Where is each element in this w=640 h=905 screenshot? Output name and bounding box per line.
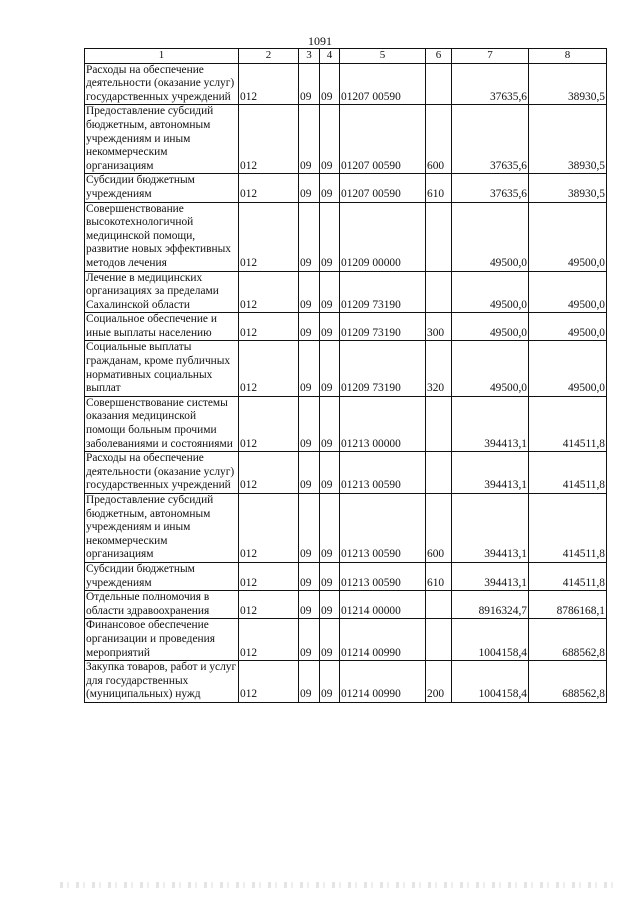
column-header: 3: [299, 49, 320, 64]
amount-year-2: 38930,5: [529, 63, 607, 105]
ministry-code: 012: [239, 313, 299, 341]
row-name: Совершенствование высокотехнологичной медицинской помощи, развитие новых эффективных методов лечения: [85, 202, 239, 271]
amount-year-1: 1004158,4: [452, 661, 529, 703]
amount-year-2: 38930,5: [529, 174, 607, 202]
table-row: [85, 313, 607, 341]
row-name: Финансовое обеспечение организации и проведения мероприятий: [85, 619, 239, 661]
subsection-code: 09: [320, 202, 340, 271]
target-article-code: 01209 00000: [340, 202, 426, 271]
section-code: 09: [299, 591, 320, 619]
section-code: 09: [299, 619, 320, 661]
subsection-code: 09: [320, 591, 340, 619]
expense-type-code: [426, 619, 452, 661]
subsection-code: 09: [320, 452, 340, 494]
table-row: [85, 452, 607, 494]
amount-year-2: 49500,0: [529, 341, 607, 396]
subsection-code: 09: [320, 313, 340, 341]
table-row: [85, 202, 607, 271]
target-article-code: 01214 00000: [340, 591, 426, 619]
subsection-code: 09: [320, 174, 340, 202]
section-code: 09: [299, 341, 320, 396]
target-article-code: 01214 00990: [340, 661, 426, 703]
column-header: 4: [320, 49, 340, 64]
amount-year-1: 49500,0: [452, 313, 529, 341]
table-row: [85, 591, 607, 619]
ministry-code: 012: [239, 105, 299, 174]
column-header: 8: [529, 49, 607, 64]
section-code: 09: [299, 202, 320, 271]
table-row: [85, 174, 607, 202]
ministry-code: 012: [239, 341, 299, 396]
table-row: [85, 271, 607, 313]
expense-type-code: 600: [426, 494, 452, 563]
section-code: 09: [299, 396, 320, 451]
expense-type-code: [426, 591, 452, 619]
subsection-code: 09: [320, 619, 340, 661]
table-row: [85, 562, 607, 590]
expense-type-code: [426, 202, 452, 271]
ministry-code: 012: [239, 63, 299, 105]
ministry-code: 012: [239, 591, 299, 619]
target-article-code: 01213 00590: [340, 562, 426, 590]
target-article-code: 01207 00590: [340, 174, 426, 202]
subsection-code: 09: [320, 271, 340, 313]
section-code: 09: [299, 313, 320, 341]
row-name: Расходы на обеспечение деятельности (оказание услуг) государственных учреждений: [85, 452, 239, 494]
amount-year-1: 1004158,4: [452, 619, 529, 661]
amount-year-1: 49500,0: [452, 202, 529, 271]
target-article-code: 01213 00590: [340, 452, 426, 494]
expense-type-code: [426, 396, 452, 451]
table-row: [85, 494, 607, 563]
subsection-code: 09: [320, 105, 340, 174]
section-code: 09: [299, 105, 320, 174]
ministry-code: 012: [239, 202, 299, 271]
amount-year-2: 688562,8: [529, 619, 607, 661]
row-name: Предоставление субсидий бюджетным, автономным учреждениям и иным некоммерческим организациям: [85, 105, 239, 174]
table-row: [85, 341, 607, 396]
table-row: [85, 396, 607, 451]
row-name: Предоставление субсидий бюджетным, автономным учреждениям и иным некоммерческим организациям: [85, 494, 239, 563]
table-row: [85, 619, 607, 661]
subsection-code: 09: [320, 396, 340, 451]
amount-year-2: 688562,8: [529, 661, 607, 703]
amount-year-2: 49500,0: [529, 271, 607, 313]
row-name: Социальное обеспечение и иные выплаты населению: [85, 313, 239, 341]
section-code: 09: [299, 174, 320, 202]
expense-type-code: 200: [426, 661, 452, 703]
target-article-code: 01213 00590: [340, 494, 426, 563]
amount-year-1: 37635,6: [452, 174, 529, 202]
amount-year-1: 49500,0: [452, 341, 529, 396]
column-header: 6: [426, 49, 452, 64]
ministry-code: 012: [239, 271, 299, 313]
amount-year-2: 49500,0: [529, 202, 607, 271]
ministry-code: 012: [239, 452, 299, 494]
expense-type-code: [426, 452, 452, 494]
target-article-code: 01207 00590: [340, 105, 426, 174]
section-code: 09: [299, 452, 320, 494]
amount-year-1: 8916324,7: [452, 591, 529, 619]
subsection-code: 09: [320, 661, 340, 703]
amount-year-1: 394413,1: [452, 396, 529, 451]
ministry-code: 012: [239, 174, 299, 202]
budget-table: [84, 48, 607, 703]
expense-type-code: 320: [426, 341, 452, 396]
row-name: Расходы на обеспечение деятельности (оказание услуг) государственных учреждений: [85, 63, 239, 105]
expense-type-code: 610: [426, 562, 452, 590]
scan-noise-strip: [60, 882, 620, 888]
amount-year-2: 49500,0: [529, 313, 607, 341]
target-article-code: 01213 00000: [340, 396, 426, 451]
target-article-code: 01214 00990: [340, 619, 426, 661]
column-number-row: [85, 49, 607, 64]
table-row: [85, 661, 607, 703]
row-name: Отдельные полномочия в области здравоохранения: [85, 591, 239, 619]
target-article-code: 01209 73190: [340, 271, 426, 313]
expense-type-code: 600: [426, 105, 452, 174]
row-name: Субсидии бюджетным учреждениям: [85, 562, 239, 590]
subsection-code: 09: [320, 494, 340, 563]
ministry-code: 012: [239, 661, 299, 703]
row-name: Закупка товаров, работ и услуг для государственных (муниципальных) нужд: [85, 661, 239, 703]
subsection-code: 09: [320, 341, 340, 396]
expense-type-code: 610: [426, 174, 452, 202]
row-name: Субсидии бюджетным учреждениям: [85, 174, 239, 202]
section-code: 09: [299, 271, 320, 313]
column-header: 5: [340, 49, 426, 64]
amount-year-1: 394413,1: [452, 562, 529, 590]
amount-year-2: 414511,8: [529, 494, 607, 563]
ministry-code: 012: [239, 494, 299, 563]
section-code: 09: [299, 661, 320, 703]
section-code: 09: [299, 494, 320, 563]
column-header: 7: [452, 49, 529, 64]
target-article-code: 01207 00590: [340, 63, 426, 105]
expense-type-code: [426, 63, 452, 105]
table-body: [85, 63, 607, 702]
amount-year-1: 37635,6: [452, 63, 529, 105]
ministry-code: 012: [239, 396, 299, 451]
amount-year-1: 394413,1: [452, 452, 529, 494]
amount-year-2: 38930,5: [529, 105, 607, 174]
amount-year-2: 414511,8: [529, 452, 607, 494]
amount-year-1: 394413,1: [452, 494, 529, 563]
column-header: 2: [239, 49, 299, 64]
amount-year-2: 414511,8: [529, 396, 607, 451]
table-row: [85, 105, 607, 174]
table-row: [85, 63, 607, 105]
row-name: Лечение в медицинских организациях за пределами Сахалинской области: [85, 271, 239, 313]
ministry-code: 012: [239, 619, 299, 661]
amount-year-2: 414511,8: [529, 562, 607, 590]
amount-year-1: 49500,0: [452, 271, 529, 313]
column-header: 1: [85, 49, 239, 64]
subsection-code: 09: [320, 562, 340, 590]
section-code: 09: [299, 63, 320, 105]
target-article-code: 01209 73190: [340, 313, 426, 341]
ministry-code: 012: [239, 562, 299, 590]
row-name: Совершенствование системы оказания медицинской помощи больным прочими заболеваниями и состояниями: [85, 396, 239, 451]
expense-type-code: [426, 271, 452, 313]
amount-year-1: 37635,6: [452, 105, 529, 174]
target-article-code: 01209 73190: [340, 341, 426, 396]
section-code: 09: [299, 562, 320, 590]
subsection-code: 09: [320, 63, 340, 105]
amount-year-2: 8786168,1: [529, 591, 607, 619]
page-number: 1091: [308, 34, 332, 48]
expense-type-code: 300: [426, 313, 452, 341]
row-name: Социальные выплаты гражданам, кроме публичных нормативных социальных выплат: [85, 341, 239, 396]
